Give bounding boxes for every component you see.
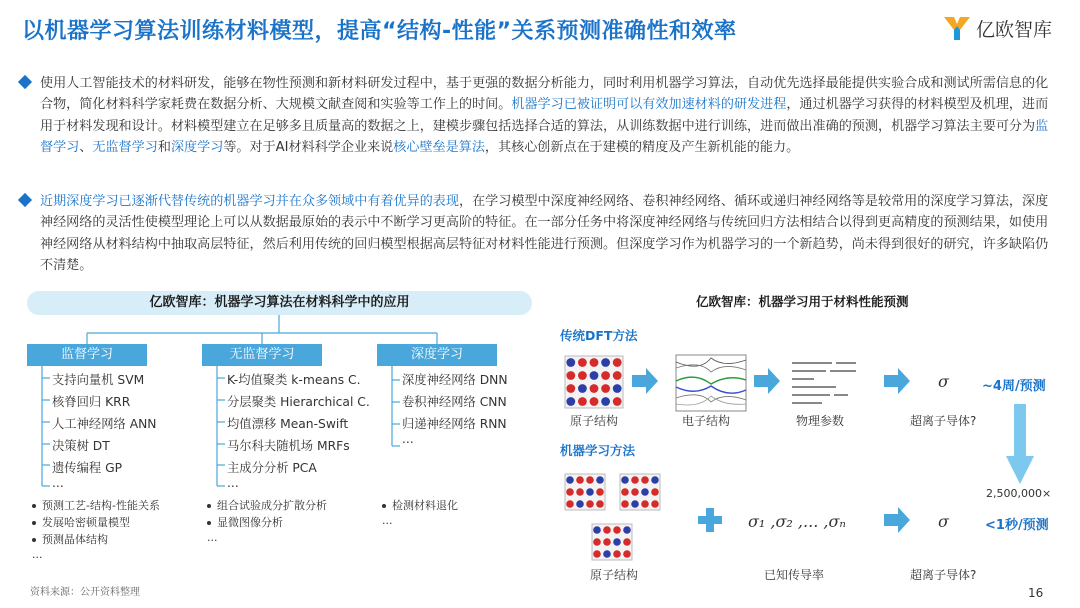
atom-mark <box>590 371 599 380</box>
sigma-symbol: σ <box>938 512 949 531</box>
body-text: 等。对于AI材料科学企业来说 <box>223 139 394 155</box>
page-number: 16 <box>1028 586 1044 600</box>
atom-mark <box>621 488 629 496</box>
atom-mark <box>631 476 639 484</box>
atom-mark <box>566 358 575 367</box>
atom-mark <box>566 488 574 496</box>
atom-mark <box>590 397 599 406</box>
atom-mark <box>566 397 575 406</box>
branch-label: 深度学习 <box>377 344 497 366</box>
atom-mark <box>623 538 631 546</box>
algorithm-item: 决策树 DT <box>52 439 110 453</box>
application-note-text: ... <box>382 514 393 527</box>
atom-mark <box>578 397 587 406</box>
atom-mark <box>593 538 601 546</box>
application-note-text: ... <box>207 531 218 544</box>
atom-mark <box>641 476 649 484</box>
atom-mark <box>651 500 659 508</box>
highlight-text: 无监督学习 <box>92 139 158 155</box>
source-note: 资料来源：公开资料整理 <box>30 587 140 598</box>
algorithm-item: 均值漂移 Mean-Swift <box>227 417 349 431</box>
ml-time-per-prediction: <1秒/预测 <box>985 518 1049 533</box>
atom-mark <box>601 358 610 367</box>
page-title: 以机器学习算法训练材料模型，提高“结构-性能”关系预测准确性和效率 <box>22 19 737 44</box>
atom-mark <box>578 358 587 367</box>
crystal-structure-icon <box>620 474 660 510</box>
atom-mark <box>590 358 599 367</box>
atom-mark <box>601 397 610 406</box>
atom-mark <box>590 384 599 393</box>
logo-text: 亿欧智库 <box>976 18 1053 41</box>
branch-label: 无监督学习 <box>202 344 322 366</box>
atom-mark <box>641 488 649 496</box>
arrow-right-icon <box>884 368 910 394</box>
atom-mark <box>601 371 610 380</box>
sigma-list: σ₁ ,σ₂ ,... ,σₙ <box>748 512 846 531</box>
crystal-structure-icon <box>565 356 623 408</box>
atom-mark <box>641 500 649 508</box>
application-note-text: 检测材料退化 <box>392 499 458 512</box>
atom-mark <box>593 550 601 558</box>
atom-mark <box>578 371 587 380</box>
atom-mark <box>596 476 604 484</box>
dft-method-label: 传统DFT方法 <box>560 328 638 343</box>
atom-mark <box>566 371 575 380</box>
dft-caption-atomic: 原子结构 <box>570 414 619 428</box>
algorithm-item: 核脊回归 KRR <box>52 395 131 409</box>
atom-mark <box>593 526 601 534</box>
plus-icon <box>698 508 722 532</box>
ml-caption-result: 超离子导体? <box>910 568 977 582</box>
highlight-text: 近期深度学习已逐渐代替传统的机器学习并在众多领域中有着优异的表现 <box>40 194 459 209</box>
body-text: 、 <box>79 139 93 155</box>
atom-mark <box>596 500 604 508</box>
atom-mark <box>631 500 639 508</box>
atom-mark <box>623 550 631 558</box>
atom-mark <box>651 488 659 496</box>
diagram-title: 亿欧智库：机器学习用于材料性能预测 <box>696 294 909 309</box>
body-text: ，通过机器学习获得的材料模型及机理，进而用于材料发现和设计。材料模型建立在足够多且质量高的数据之上，建模步骤包括选择合适的算法，从训练数据中进行训练，进而做出准确的预测，机器学习算法主要可分为 <box>40 97 1049 134</box>
body-text: 使用人工智能技术的材料研发，能够在物性预测和新材料研发过程中，基于更强的数据分析能力，同时利用机器学习算法，自动优先选择最能提供实验合成和测试所需信息的化合物，简化材料科学家耗费在数据分析、大规模文献查阅和实验等工作上的时间。 <box>40 76 1049 113</box>
algorithm-item: 马尔科夫随机场 MRFs <box>227 439 350 453</box>
crystal-structure-icon <box>592 524 632 560</box>
atom-mark <box>613 371 622 380</box>
atom-mark <box>586 488 594 496</box>
atom-mark <box>566 500 574 508</box>
algorithm-item: K-均值聚类 k-means C. <box>227 373 361 387</box>
atom-mark <box>603 538 611 546</box>
atom-mark <box>576 500 584 508</box>
atom-mark <box>586 476 594 484</box>
atom-mark <box>601 384 610 393</box>
ml-method-label: 机器学习方法 <box>560 443 636 458</box>
formula-block-icon <box>792 362 856 404</box>
dft-caption-electronic: 电子结构 <box>682 414 731 428</box>
atom-mark <box>613 384 622 393</box>
band-structure-icon <box>676 355 746 411</box>
atom-mark <box>631 488 639 496</box>
highlight-text: 核心壁垒是算法 <box>393 139 485 155</box>
application-note-text: 发展哈密顿量模型 <box>42 516 130 529</box>
body-text: 和 <box>157 139 171 155</box>
atom-mark <box>623 526 631 534</box>
arrow-down-icon <box>1006 404 1034 484</box>
ml-caption-atomic: 原子结构 <box>590 568 639 582</box>
algorithm-item: 支持向量机 SVM <box>52 373 145 387</box>
atom-mark <box>621 500 629 508</box>
application-note-text: ... <box>32 548 43 561</box>
dft-caption-result: 超离子导体? <box>910 414 977 428</box>
atom-mark <box>613 397 622 406</box>
atom-mark <box>566 384 575 393</box>
body-text: ，在学习模型中深度神经网络、卷积神经网络、循环或递归神经网络等是较常用的深度学习算法，深度神经网络的灵活性使模型理论上可以从数据最原始的表示中不断学习更高阶的特征。在一部分任务中将深度神经网络与传统回归方法相结合以得到更高精度的预测结果，如使用神经网络从材料结构中抽取高层特征，然后利用传统的回归模型根据高层特征对材料性能进行预测。但深度学习作为机器学习的一个新趋势，尚未得到很好的研究，许多缺陷仍不清楚。 <box>40 194 1049 273</box>
atom-mark <box>576 488 584 496</box>
branch-label: 监督学习 <box>27 344 147 366</box>
body-text: ，其核心创新点在于建模的精度及产生新机能的能力。 <box>484 139 800 155</box>
atom-mark <box>613 550 621 558</box>
speedup-factor: 2,500,000× <box>986 487 1052 500</box>
atom-mark <box>596 488 604 496</box>
dft-time-per-prediction: ~4周/预测 <box>982 379 1046 394</box>
atom-mark <box>603 526 611 534</box>
atom-mark <box>613 538 621 546</box>
tree-header: 亿欧智库：机器学习算法在材料科学中的应用 <box>27 291 532 315</box>
atom-mark <box>566 476 574 484</box>
arrow-right-icon <box>884 507 910 533</box>
atom-mark <box>613 358 622 367</box>
highlight-text: 监督学习 <box>40 118 1049 155</box>
algorithm-item: 人工神经网络 ANN <box>52 417 157 431</box>
algorithm-item: ... <box>227 476 239 490</box>
highlight-text: 机器学习已被证明可以有效加速材料的研发进程 <box>511 97 787 113</box>
arrow-right-icon <box>632 368 658 394</box>
algorithm-item: ... <box>402 432 414 446</box>
atom-mark <box>603 550 611 558</box>
sigma-symbol: σ <box>938 372 949 391</box>
dft-caption-params: 物理参数 <box>796 414 845 428</box>
algorithm-item: 卷积神经网络 CNN <box>402 395 507 409</box>
atom-mark <box>586 500 594 508</box>
atom-mark <box>576 476 584 484</box>
algorithm-item: 归递神经网络 RNN <box>402 417 507 431</box>
algorithm-item: 分层聚类 Hierarchical C. <box>227 395 370 409</box>
atom-mark <box>651 476 659 484</box>
application-note-text: 组合试验成分扩散分析 <box>217 499 327 512</box>
crystal-structure-icon <box>565 474 605 510</box>
application-note-text: 预测工艺-结构-性能关系 <box>42 499 160 512</box>
application-note-text: 显微图像分析 <box>217 516 283 529</box>
algorithm-item: 遗传编程 GP <box>52 461 123 475</box>
highlight-text: 深度学习 <box>170 139 224 155</box>
algorithm-item: ... <box>52 476 64 490</box>
algorithm-item: 主成分分析 PCA <box>227 461 317 475</box>
application-note-text: 预测晶体结构 <box>42 533 108 546</box>
atom-mark <box>578 384 587 393</box>
atom-mark <box>621 476 629 484</box>
ml-caption-conductivity: 已知传导率 <box>764 568 825 582</box>
arrow-right-icon <box>754 368 780 394</box>
atom-mark <box>613 526 621 534</box>
algorithm-item: 深度神经网络 DNN <box>402 373 508 387</box>
